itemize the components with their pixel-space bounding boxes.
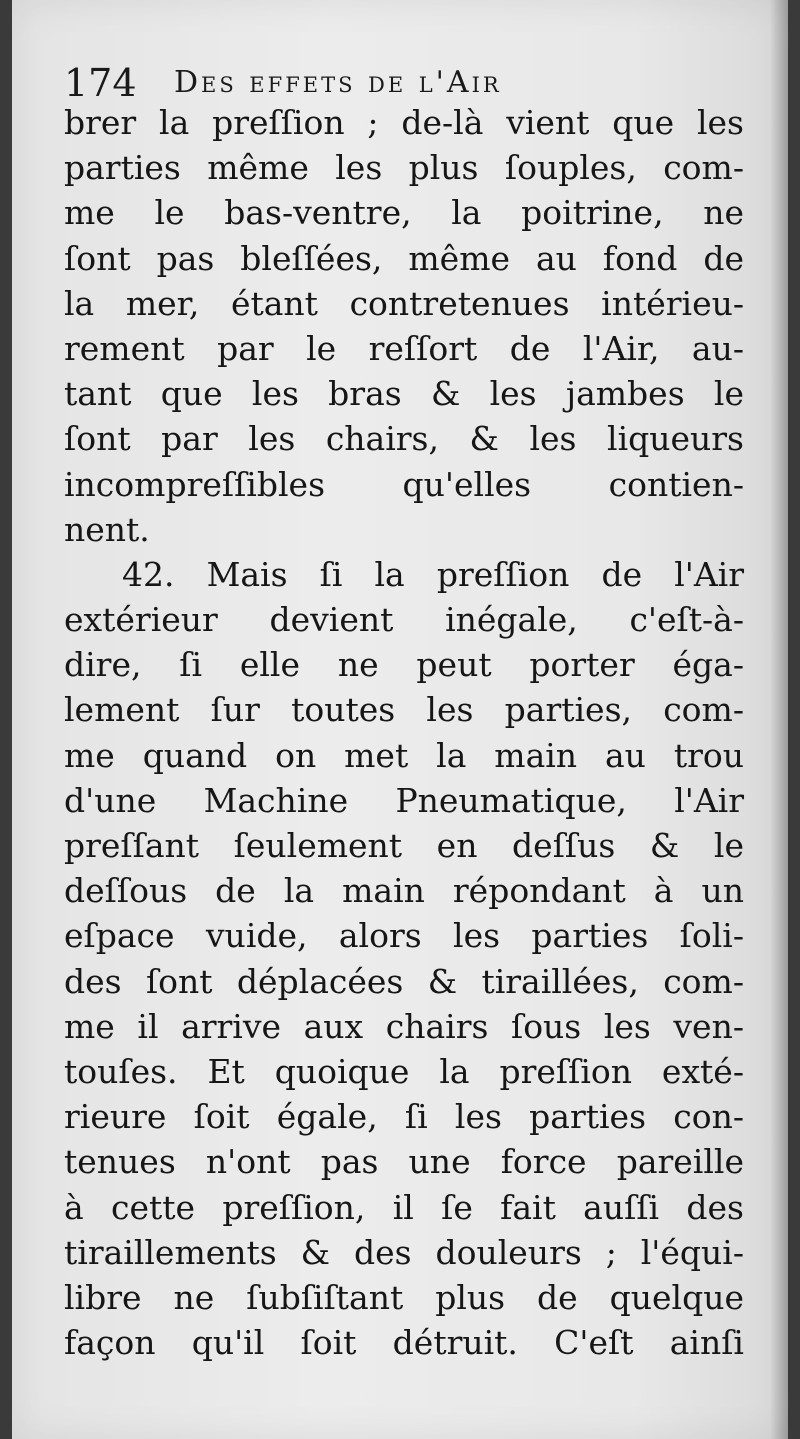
text-line: la mer, étant contretenues intérieu- (64, 283, 744, 323)
text-line: deſſous de la main répondant à un (64, 871, 744, 911)
text-line: ſont pas bleſſées, même au fond de (64, 238, 744, 278)
text-line: touſes. Et quoique la preſſion exté- (64, 1051, 744, 1091)
text-line: dire, ſi elle ne peut porter éga- (64, 645, 744, 685)
text-line: me quand on met la main au trou (64, 735, 744, 775)
text-line: extérieur devient inégale, c'eſt-à- (64, 600, 744, 640)
page-number: 174 (64, 61, 137, 105)
text-line: tiraillements & des douleurs ; l'équi- (64, 1232, 744, 1272)
text-line: me le bas-ventre, la poitrine, ne (64, 193, 744, 233)
text-line: lement ſur toutes les parties, com- (64, 690, 744, 730)
text-line: tant que les bras & les jambes le (64, 374, 744, 414)
text-line: incompreſſibles qu'elles contien- (64, 464, 744, 504)
text-line: rieure ſoit égale, ſi les parties con- (64, 1097, 744, 1137)
text-line: tenues n'ont pas une force pareille (64, 1142, 744, 1182)
text-line: d'une Machine Pneumatique, l'Air (64, 780, 744, 820)
text-line: eſpace vuide, alors les parties ſoli- (64, 916, 744, 956)
text-line: libre ne ſubſiſtant plus de quelque (64, 1277, 744, 1317)
text-line: ſont par les chairs, & les liqueurs (64, 419, 744, 459)
text-line: façon qu'il ſoit détruit. C'eſt ainſi (64, 1323, 744, 1363)
text-line: 42. Mais ſi la preſſion de l'Air (122, 554, 744, 594)
text-line: nent. (64, 509, 150, 549)
text-line: me il arrive aux chairs ſous les ven- (64, 1006, 744, 1046)
text-line: des ſont déplacées & tiraillées, com- (64, 961, 744, 1001)
running-title: Des effets de l'Air (174, 65, 502, 100)
text-line: à cette preſſion, il ſe fait auſſi des (64, 1187, 744, 1227)
book-page (12, 0, 788, 1439)
text-line: parties même les plus ſouples, com- (64, 148, 744, 188)
text-line: preſſant ſeulement en deſſus & le (64, 826, 744, 865)
page-edge-shadow (770, 0, 788, 1439)
body-text (64, 100, 744, 1365)
text-line: rement par le reſſort de l'Air, au- (64, 328, 744, 368)
text-line: brer la preſſion ; de-là vient que les (64, 103, 744, 142)
